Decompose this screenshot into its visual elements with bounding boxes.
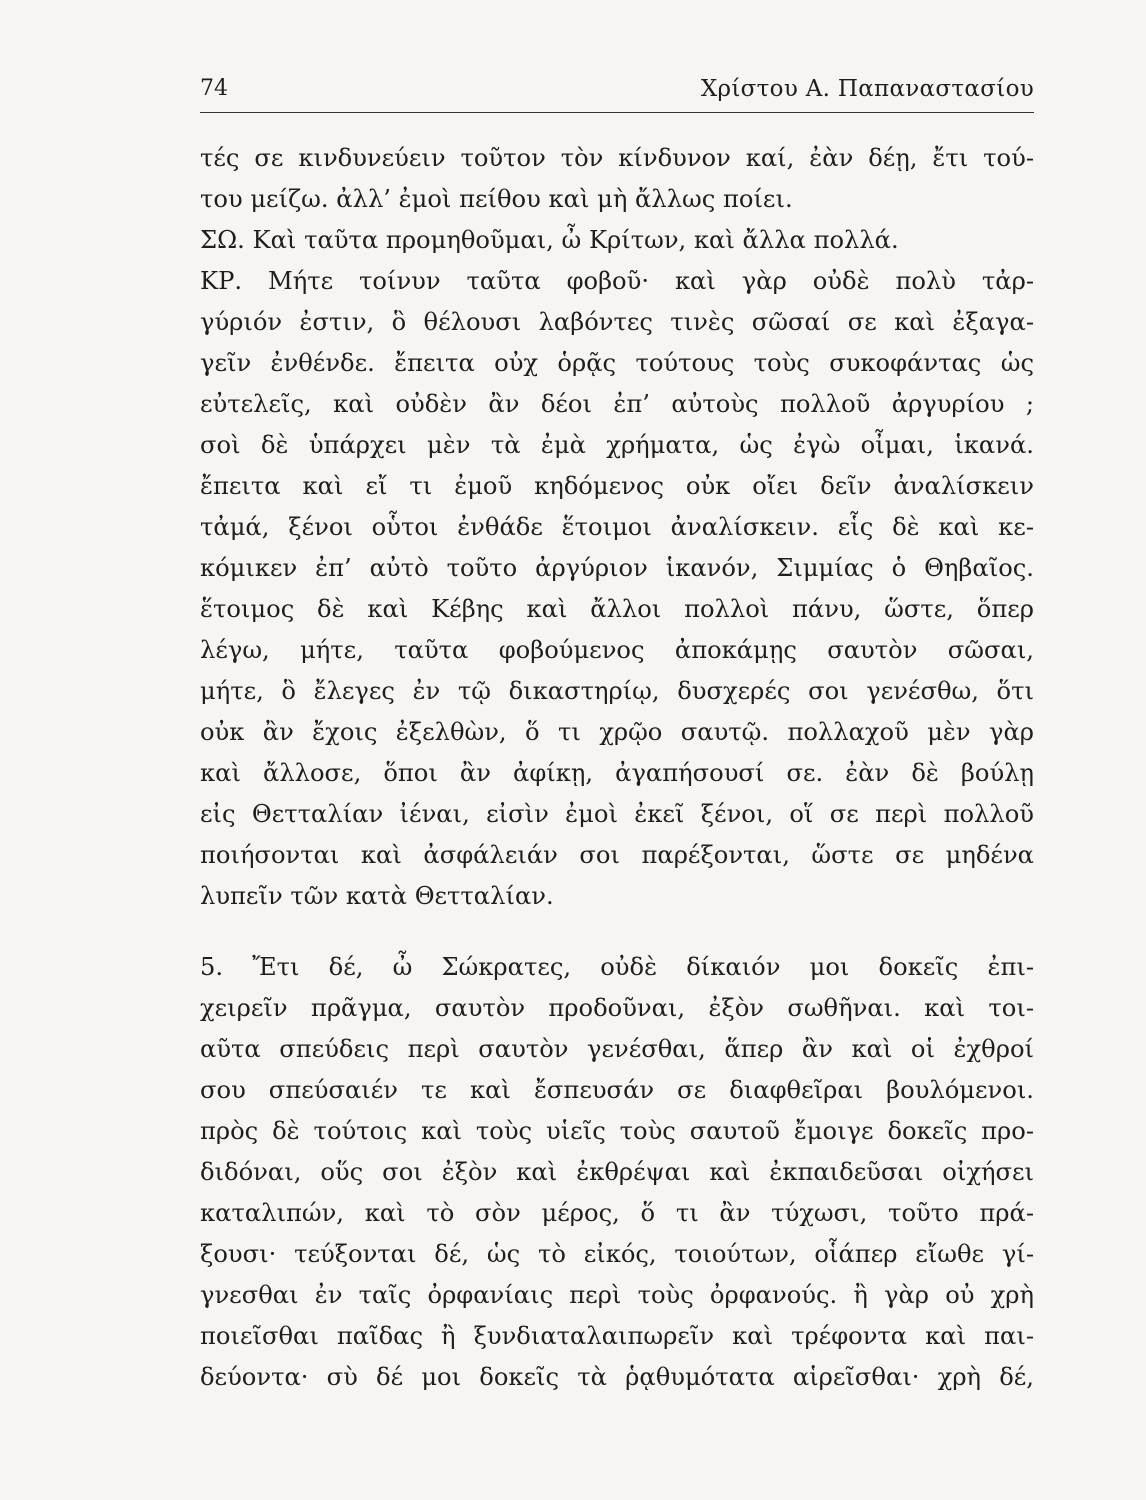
text-line: εὐτελεῖς, καὶ οὐδὲν ἂν δέοι ἐπ’ αὐτοὺς πολλοῦ ἀργυρίου ; (200, 390, 1034, 418)
text-line: καὶ ἄλλοσε, ὅποι ἂν ἀφίκῃ, ἀγαπήσουσί σε. ἐὰν δὲ βούλῃ (200, 759, 1034, 787)
text-line: σοὶ δὲ ὑπάρχει μὲν τὰ ἐμὰ χρήματα, ὡς ἐγὼ οἶμαι, ἱκανά. (200, 431, 1034, 459)
text-line: γνεσθαι ἐν ταῖς ὀρφανίαις περὶ τοὺς ὀρφανούς. ἢ γὰρ οὐ χρὴ (200, 1281, 1034, 1309)
text-line: δεύοντα· σὺ δέ μοι δοκεῖς τὰ ῥᾳθυμότατα αἱρεῖσθαι· χρὴ δέ, (200, 1363, 1034, 1391)
text-line: του μείζω. ἀλλ’ ἐμοὶ πείθου καὶ μὴ ἄλλως ποίει. (200, 185, 793, 213)
page-header (200, 72, 1034, 112)
paragraph-gap (200, 917, 1034, 947)
text-line: καταλιπών, καὶ τὸ σὸν μέρος, ὅ τι ἂν τύχωσι, τοῦτο πρά- (200, 1199, 1034, 1227)
text-line: τἀμά, ξένοι οὗτοι ἐνθάδε ἕτοιμοι ἀναλίσκειν. εἷς δὲ καὶ κε- (200, 513, 1034, 541)
text-line: μήτε, ὃ ἔλεγες ἐν τῷ δικαστηρίῳ, δυσχερές σοι γενέσθω, ὅτι (200, 677, 1034, 705)
text-line: ξουσι· τεύξονται δέ, ὡς τὸ εἰκός, τοιούτων, οἷάπερ εἴωθε γί- (200, 1240, 1034, 1268)
text-line: λέγω, μήτε, ταῦτα φοβούμενος ἀποκάμῃς σαυτὸν σῶσαι, (200, 636, 1034, 664)
text-line: 5. Ἔτι δέ, ὦ Σώκρατες, οὐδὲ δίκαιόν μοι δοκεῖς ἐπι- (200, 953, 1034, 981)
text-line: αῦτα σπεύδεις περὶ σαυτὸν γενέσθαι, ἅπερ ἂν καὶ οἱ ἐχθροί (200, 1035, 1034, 1063)
text-line: εἰς Θετταλίαν ἰέναι, εἰσὶν ἐμοὶ ἐκεῖ ξένοι, οἵ σε περὶ πολλοῦ (200, 800, 1034, 828)
text-line: ποιεῖσθαι παῖδας ἢ ξυνδιαταλαιπωρεῖν καὶ τρέφοντα καὶ παι- (200, 1322, 1034, 1350)
text-line: χειρεῖν πρᾶγμα, σαυτὸν προδοῦναι, ἐξὸν σωθῆναι. καὶ τοι- (200, 994, 1034, 1022)
running-head: Χρίστου Α. Παπαναστασίου (700, 76, 1034, 102)
text-line: ἕτοιμος δὲ καὶ Κέβης καὶ ἄλλοι πολλοὶ πάνυ, ὥστε, ὅπερ (200, 595, 1034, 623)
text-line: λυπεῖν τῶν κατὰ Θετταλίαν. (200, 882, 554, 910)
text-line: κόμικεν ἐπ’ αὐτὸ τοῦτο ἀργύριον ἱκανόν, Σιμμίας ὁ Θηβαῖος. (200, 554, 1034, 582)
text-line: ποιήσονται καὶ ἀσφάλειάν σοι παρέξονται, ὥστε σε μηδένα (200, 841, 1034, 869)
text-line: γεῖν ἐνθένδε. ἔπειτα οὐχ ὁρᾷς τούτους τοὺς συκοφάντας ὡς (200, 349, 1034, 377)
body-text (200, 138, 1034, 1398)
page-number: 74 (200, 76, 228, 101)
text-line: πρὸς δὲ τούτοις καὶ τοὺς υἱεῖς τοὺς σαυτοῦ ἔμοιγε δοκεῖς προ- (200, 1117, 1034, 1145)
text-line: οὐκ ἂν ἔχοις ἐξελθὼν, ὅ τι χρῷο σαυτῷ. πολλαχοῦ μὲν γὰρ (200, 718, 1034, 746)
header-rule (200, 112, 1034, 113)
text-line: ΣΩ. Καὶ ταῦτα προμηθοῦμαι, ὦ Κρίτων, καὶ ἄλλα πολλά. (200, 226, 899, 254)
text-line: διδόναι, οὕς σοι ἐξὸν καὶ ἐκθρέψαι καὶ ἐκπαιδεῦσαι οἰχήσει (200, 1158, 1034, 1186)
text-line: τές σε κινδυνεύειν τοῦτον τὸν κίνδυνον καί, ἐὰν δέῃ, ἔτι τού- (200, 144, 1034, 172)
text-line: γύριόν ἐστιν, ὃ θέλουσι λαβόντες τινὲς σῶσαί σε καὶ ἐξαγα- (200, 308, 1034, 336)
text-line: ΚΡ. Μήτε τοίνυν ταῦτα φοβοῦ· καὶ γὰρ οὐδὲ πολὺ τἀρ- (200, 267, 1034, 295)
text-line: ἔπειτα καὶ εἴ τι ἐμοῦ κηδόμενος οὐκ οἴει δεῖν ἀναλίσκειν (200, 472, 1034, 500)
text-line: σου σπεύσαιέν τε καὶ ἔσπευσάν σε διαφθεῖραι βουλόμενοι. (200, 1076, 1034, 1104)
